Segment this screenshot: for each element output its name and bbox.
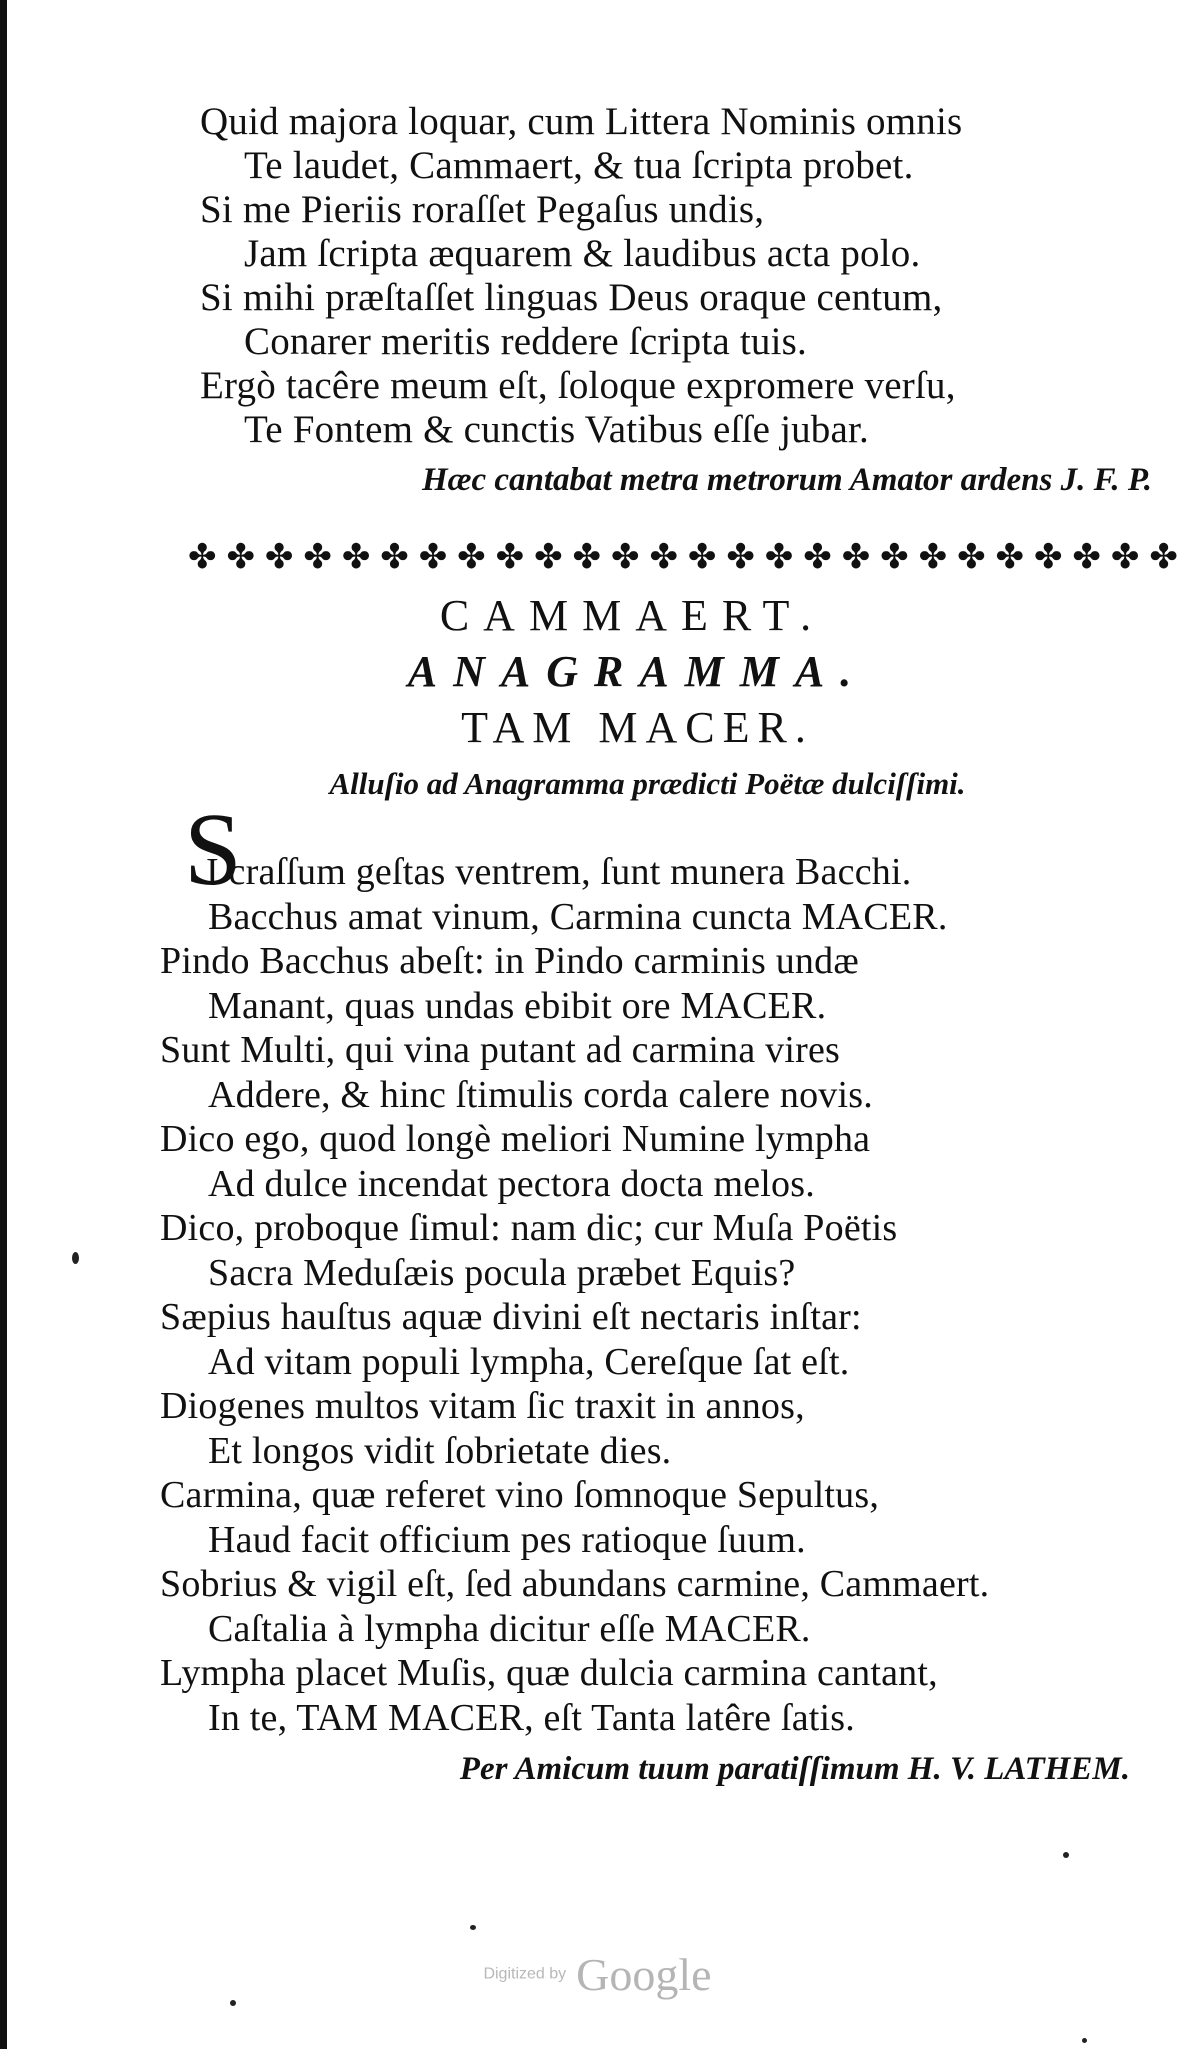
digitized-by-label: Digitized by	[483, 1965, 567, 1983]
ornament-glyph: ✤	[341, 539, 371, 576]
ink-speck	[470, 1925, 476, 1930]
poem-main-line: Diogenes multos vitam ſic traxit in annos,	[160, 1385, 805, 1427]
ornament-glyph: ✤	[534, 539, 563, 576]
heading-solution: TAM MACER.	[461, 703, 814, 752]
ornament-glyph: ✤	[995, 539, 1025, 576]
poem-main-line: Manant, quas undas ebibit ore MACER.	[208, 984, 827, 1027]
ornament-glyph: ✤	[457, 539, 486, 576]
poem-main-line: Ad dulce incendat pectora docta melos.	[208, 1162, 815, 1205]
poem-main-line: Et longos vidit ſobrietate dies.	[208, 1429, 672, 1472]
poem-top-line: Te Fontem & cunctis Vatibus eſſe jubar.	[244, 408, 870, 451]
ornament-glyph: ✤	[303, 539, 332, 576]
poem-main-signature: Per Amicum tuum paratiſſimum H. V. LATHEM.	[459, 1751, 1130, 1787]
poem-main-first-line	[160, 792, 1160, 907]
heading-name: CAMMAERT.	[439, 591, 826, 640]
digitized-watermark	[0, 1948, 1195, 2001]
ornament-glyph: ✤	[1110, 539, 1140, 576]
poem-top-line: Quid majora loquar, cum Littera Nominis omnis	[200, 100, 963, 143]
poem-top-signature: Hæc cantabat metra metrorum Amator ardens J. F. P.	[421, 462, 1152, 498]
ornament-glyph: ✤	[803, 539, 832, 576]
poem-main-line: Haud facit officium pes ratioque ſuum.	[208, 1518, 806, 1561]
poem-main-line: Carmina, quæ referet vino ſomnoque Sepultus,	[160, 1474, 880, 1516]
ornament-glyph: ✤	[418, 539, 448, 576]
poem-main-line: Bacchus amat vinum, Carmina cuncta MACER.	[208, 895, 948, 938]
poem-top-line: Si me Pieriis roraſſet Pegaſus undis,	[200, 188, 765, 231]
ornament-glyph: ✤	[188, 539, 217, 576]
ink-speck	[1063, 1852, 1069, 1858]
poem-top-line: Ergò tacêre meum eſt, ſoloque expromere verſu,	[200, 364, 956, 407]
poem-main-line: Addere, & hinc ſtimulis corda calere novis.	[208, 1073, 873, 1116]
ornament-glyph: ✤	[687, 539, 717, 576]
poem-main-line: Ad vitam populi lympha, Cereſque ſat eſt.	[208, 1340, 850, 1383]
poem-main-line: Pindo Bacchus abeſt: in Pindo carminis undæ	[160, 940, 859, 982]
ornament-glyph: ✤	[918, 539, 948, 576]
poem-main-line: Sunt Multi, qui vina putant ad carmina vires	[160, 1029, 841, 1071]
poem-main-line: Dico, proboque ſimul: nam dic; cur Muſa Poëtis	[160, 1207, 898, 1249]
ornament-divider	[188, 540, 1178, 576]
poem-top-line: Jam ſcripta æquarem & laudibus acta polo.	[244, 232, 921, 275]
heading-anagramma: ANAGRAMMA.	[407, 647, 868, 696]
ornament-glyph: ✤	[1149, 539, 1178, 576]
ornament-glyph: ✤	[649, 539, 678, 576]
heading-allusio: Alluſio ad Anagramma prædicti Poëtæ dulciſſimi.	[329, 766, 966, 801]
ink-speck	[1082, 2038, 1087, 2043]
ornament-glyph: ✤	[764, 539, 794, 576]
ornament-glyph: ✤	[610, 539, 640, 576]
ornament-glyph: ✤	[495, 539, 525, 576]
ornament-glyph: ✤	[841, 539, 871, 576]
binding-edge	[0, 0, 7, 2049]
ornament-glyph: ✤	[226, 539, 255, 576]
first-line-text: I craſſum geſtas ventrem, ſunt munera Bacchi.	[206, 851, 912, 893]
poem-main-line: Lympha placet Muſis, quæ dulcia carmina cantant,	[160, 1652, 938, 1694]
poem-main-line: Caſtalia à lympha dicitur eſſe MACER.	[208, 1607, 811, 1650]
poem-top-line: Conarer meritis reddere ſcripta tuis.	[244, 320, 807, 363]
poem-main-line: In te, TAM MACER, eſt Tanta latêre ſatis.	[208, 1696, 855, 1739]
poem-top	[200, 100, 1160, 504]
ornament-glyph: ✤	[380, 539, 409, 576]
poem-main-line: Sacra Meduſæis pocula præbet Equis?	[208, 1251, 796, 1294]
ornament-glyph: ✤	[726, 539, 755, 576]
ornament-glyph: ✤	[264, 539, 294, 576]
ink-speck	[230, 2000, 236, 2006]
ornament-glyph: ✤	[880, 539, 909, 576]
poem-main-line: Dico ego, quod longè meliori Numine lympha	[160, 1118, 871, 1160]
poem-top-line: Te laudet, Cammaert, & tua ſcripta probet.	[244, 144, 914, 187]
ink-speck	[72, 1252, 79, 1264]
poem-main	[160, 792, 1160, 1794]
ornament-glyph: ✤	[957, 539, 986, 576]
drop-cap: S	[184, 792, 243, 907]
poem-top-line: Si mihi præſtaſſet linguas Deus oraque centum,	[200, 276, 943, 319]
ornament-glyph: ✤	[572, 539, 602, 576]
ornament-glyph: ✤	[1033, 539, 1063, 576]
google-logo: Google	[576, 1949, 712, 2000]
poem-main-line: Sobrius & vigil eſt, ſed abundans carmine, Cammaert.	[160, 1563, 990, 1605]
poem-main-line: Sæpius hauſtus aquæ divini eſt nectaris inſtar:	[160, 1296, 862, 1338]
ornament-glyph: ✤	[1072, 539, 1101, 576]
